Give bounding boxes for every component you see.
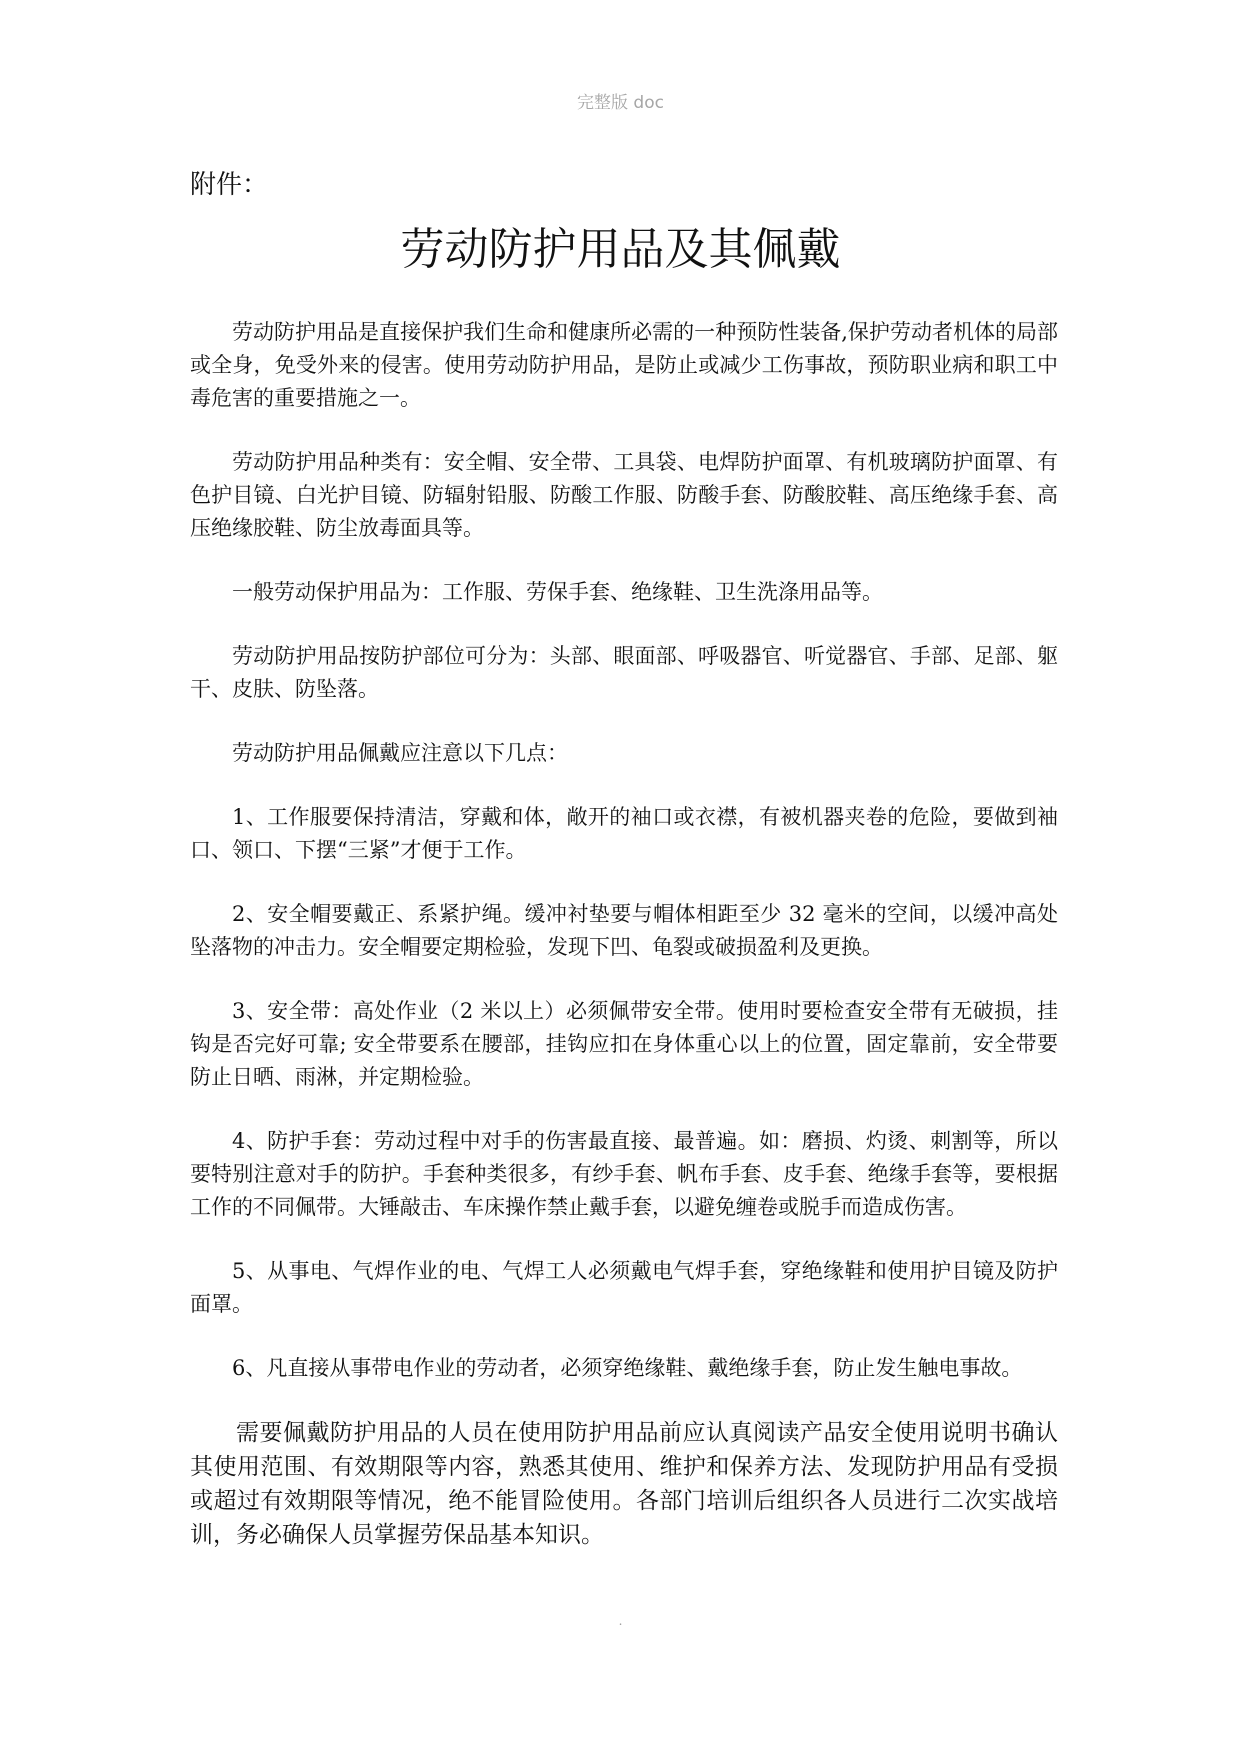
paragraph-general: 一般劳动保护用品为：工作服、劳保手套、绝缘鞋、卫生洗涤用品等。 (232, 580, 883, 604)
paragraph-item-3: 3、安全带：高处作业（2 米以上）必须佩带安全带。使用时要检查安全带有无破损，挂钩是否完好可靠; 安全带要系在腰部，挂钩应扣在身体重心以上的位置，固定靠前，安全带要防止日晒、雨淋，并定期检验。 (190, 999, 1058, 1089)
paragraph-intro: 劳动防护用品是直接保护我们生命和健康所必需的一种预防性装备,保护劳动者机体的局部或全身，免受外来的侵害。使用劳动防护用品，是防止或减少工伤事故，预防职业病和职工中毒危害的重要措施之一。 (190, 320, 1058, 410)
paragraph-conclusion: 需要佩戴防护用品的人员在使用防护用品前应认真阅读产品安全使用说明书确认其使用范围、有效期限等内容，熟悉其使用、维护和保养方法、发现防护用品有受损或超过有效期限等情况，绝不能冒险使用。各部门培训后组织各人员进行二次实战培训，务必确保人员掌握劳保品基本知识。 (190, 1420, 1058, 1548)
paragraph-item-6: 6、凡直接从事带电作业的劳动者，必须穿绝缘鞋、戴绝缘手套，防止发生触电事故。 (232, 1356, 1023, 1380)
paragraph-body-parts: 劳动防护用品按防护部位可分为：头部、眼面部、呼吸器官、听觉器官、手部、足部、躯干、皮肤、防坠落。 (190, 644, 1058, 701)
document-body (190, 316, 1058, 1583)
paragraph-item-4: 4、防护手套：劳动过程中对手的伤害最直接、最普遍。如：磨损、灼烫、刺割等，所以要特别注意对手的防护。手套种类很多，有纱手套、帆布手套、皮手套、绝缘手套等，要根据工作的不同佩带。大锤敲击、车床操作禁止戴手套，以避免缠卷或脱手而造成伤害。 (190, 1129, 1058, 1219)
paragraph-item-1: 1、工作服要保持清洁，穿戴和体，敞开的袖口或衣襟，有被机器夹卷的危险，要做到袖口、领口、下摆“三紧”才便于工作。 (190, 805, 1058, 862)
paragraph-item-2: 2、安全帽要戴正、系紧护绳。缓冲衬垫要与帽体相距至少 32 毫米的空间，以缓冲高处坠落物的冲击力。安全帽要定期检验，发现下凹、龟裂或破损盈利及更换。 (190, 902, 1058, 959)
page-footer: . (618, 1614, 623, 1628)
paragraph-notes-heading: 劳动防护用品佩戴应注意以下几点： (232, 741, 568, 765)
page-header: 完整版 doc (577, 93, 664, 113)
document-title: 劳动防护用品及其佩戴 (400, 224, 841, 275)
paragraph-item-5: 5、从事电、气焊作业的电、气焊工人必须戴电气焊手套，穿绝缘鞋和使用护目镜及防护面罩。 (190, 1259, 1058, 1316)
paragraph-types: 劳动防护用品种类有：安全帽、安全带、工具袋、电焊防护面罩、有机玻璃防护面罩、有色护目镜、白光护目镜、防辐射铅服、防酸工作服、防酸手套、防酸胶鞋、高压绝缘手套、高压绝缘胶鞋、防尘放毒面具等。 (190, 450, 1058, 540)
attachment-label: 附件： (190, 170, 269, 200)
